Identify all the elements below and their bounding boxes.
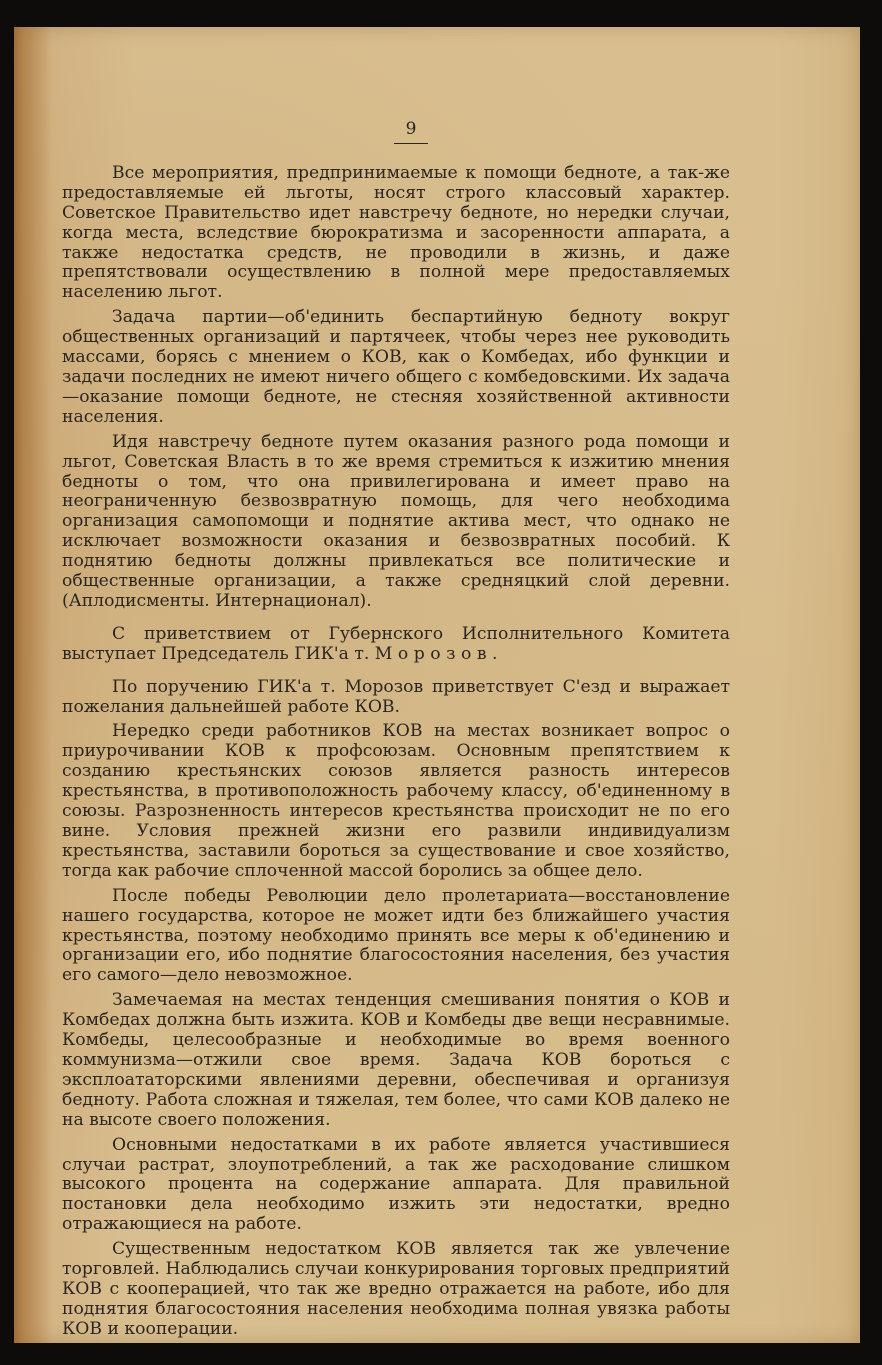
paragraph-kombedy: Замечаемая на местах тенденция смешивания понятия о КОВ и Комбедах должна быть изжита. КОВ и Комбеды две вещи несравнимые. Комбеды, целесообразные и необходимые во время военного коммунизма—отжили свое время. Задача КОВ бороться с эксплоататорскими явлениями деревни, обеспечивая и организуя бедноту. Работа сложная и тяжелая, тем более, что сами КОВ далеко не на высоте своего положения. [62,990,730,1130]
paragraph-revolution: После победы Революции дело пролетариата—восстановление нашего государства, которое не может идти без ближайшего участия крестьянства, поэтому необходимо принять все меры к об'единению и организации его, ибо поднятие благосостояния населения, без участия его самого—дело невозможное. [62,885,730,986]
paragraph-trade: Существенным недостатком КОВ является так же увлечение торговлей. Наблюдались случаи конкурирования торговых предприятий КОВ с кооперацией, что так же вредно отражается на работе, ибо для поднятия благосостояния населения необходима полная увязка работы КОВ и кооперации. [62,1239,730,1339]
paragraph-party-task: Задача партии—об'единить беспартийную бедноту вокруг общественных организаций и партячеек, чтобы через нее руководить массами, борясь с мнением о КОВ, как о Комбедах, ибо функции и задачи последних не имеют ничего общего с комбедовскими. Их задача—оказание помощи бедноте, не стесняя хозяйственной активности населения. [62,307,730,427]
speaker-name: Морозов. [374,643,503,664]
page-body [62,120,730,1345]
paragraph-greeting [62,625,730,665]
paragraph-measures: Все мероприятия, предпринимаемые к помощи бедноте, а так-же предоставляемые ей льготы, носят строго классовый характер. Советское Правительство идет навстречу бедноте, но нередки случаи, когда места, вследствие бюрократизма и засоренности аппарата, а также недостатка средств, не проводили в жизнь, и даже препятствовали осуществлению в полной мере предоставляемых населению льгот. [62,162,730,303]
greeting-text: С приветствием от Губернского Исполнительного Комитета выступает Председатель ГИК'а т. [62,623,730,664]
page-number: 9 [92,120,730,144]
paragraph-morozov-greets: По поручению ГИК'а т. Морозов приветствует С'езд и выражает пожелания дальнейшей работе КОВ. [62,676,730,717]
torn-left-edge [14,27,54,1343]
paragraph-soviet-power: Идя навстречу бедноте путем оказания разного рода помощи и льгот, Советская Власть в то же время стремиться к изжитию мнения бедноты о том, что она привилегирована и имеет право на неограниченную безвозвратную помощь, для чего необходима организация самопомощи и поднятие актива мест, что однако не исключает возможности оказания и безвозвратных пособий. К поднятию бедноты должны привлекаться все политические и общественные организации, а также средняцкий слой деревни. (Аплодисменты. Интернационал). [62,431,730,611]
paragraph-unions: Нередко среди работников КОВ на местах возникает вопрос о приурочивании КОВ к профсоюзам. Основным препятствием к созданию крестьянских союзов является разность интересов крестьянства, в противоположность рабочему классу, об'единенному в союзы. Разрозненность интересов крестьянства происходит не по его вине. Условия прежней жизни его развили индивидуализм крестьянства, заставили бороться за существование и свое хозяйство, тогда как рабочие сплоченной массой боролись за общее дело. [62,721,730,881]
paragraph-shortcomings: Основными недостатками в их работе является участившиеся случаи растрат, злоупотреблений, а так же расходование слишком высокого процента на содержание аппарата. Для правильной постановки дела необходимо изжить эти недостатки, вредно отражающиеся на работе. [62,1134,730,1235]
